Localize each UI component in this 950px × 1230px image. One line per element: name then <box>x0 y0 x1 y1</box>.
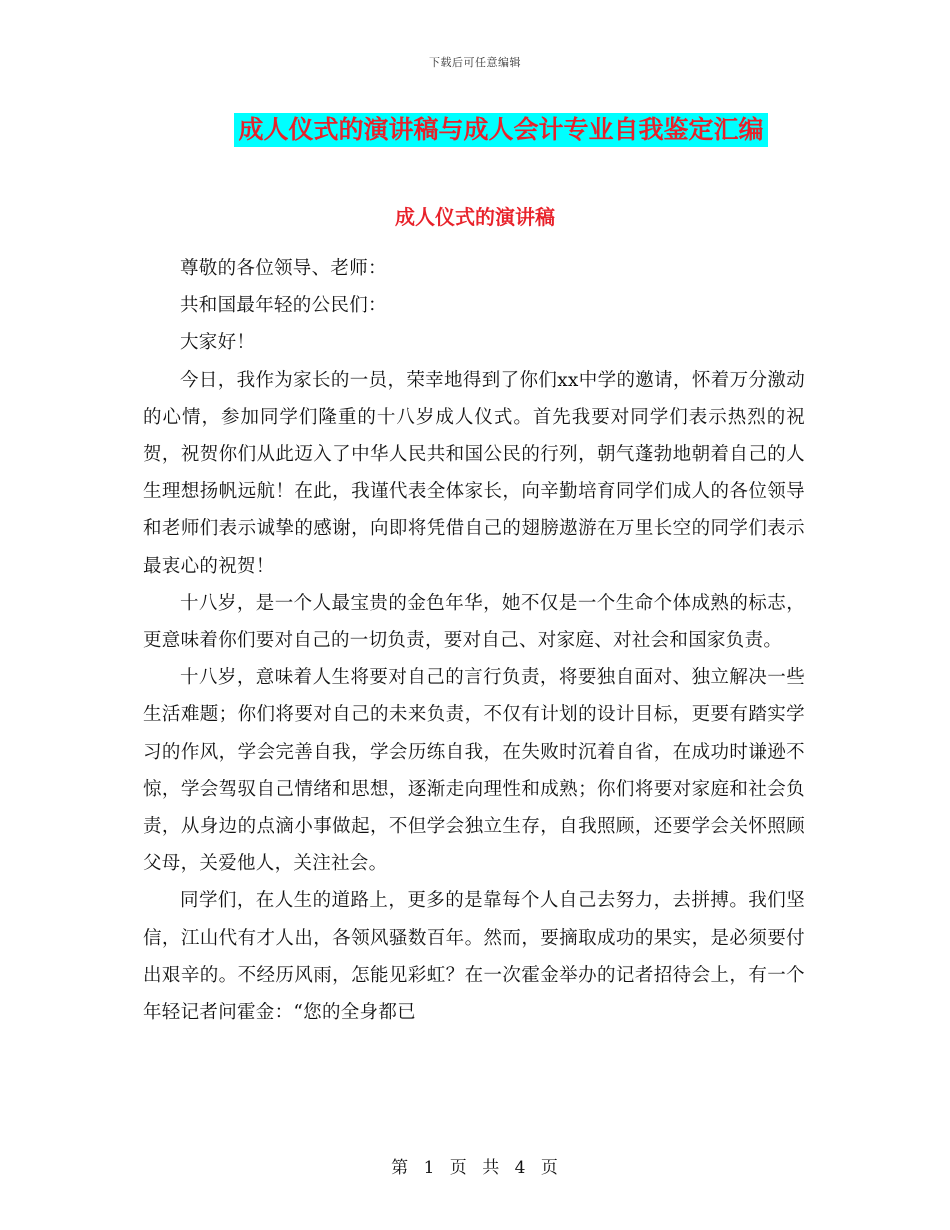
paragraph: 同学们，在人生的道路上，更多的是靠每个人自己去努力，去拼搏。我们坚信，江山代有才人出，各领风骚数百年。然而，要摘取成功的果实，是必须要付出艰辛的。不经历风雨，怎能见彩虹？在一次霍金举办的记者招待会上，有一个年轻记者问霍金：“您的全身都已 <box>143 890 805 1024</box>
header-note: 下载后可任意编辑 <box>429 56 521 69</box>
section-title: 成人仪式的演讲稿 <box>395 205 555 229</box>
paragraph: 十八岁，是一个人最宝贵的金色年华，她不仅是一个生命个体成熟的标志，更意味着你们要对自己的一切负责，要对自己、对家庭、对社会和国家负责。 <box>143 592 805 652</box>
document-title: 成人仪式的演讲稿与成人会计专业自我鉴定汇编 <box>234 113 767 147</box>
paragraph: 尊敬的各位领导、老师： <box>180 258 387 279</box>
paragraph: 共和国最年轻的公民们： <box>180 295 387 317</box>
footer-page-number: 1 <box>423 1158 436 1178</box>
footer-total-word: 共 <box>482 1158 501 1178</box>
document-body <box>143 250 805 1031</box>
footer-total-unit: 页 <box>540 1158 559 1178</box>
document-title-wrap <box>0 113 950 147</box>
paragraph: 十八岁，意味着人生将要对自己的言行负责，将要独自面对、独立解决一些生活难题；你们将要对自己的未来负责，不仅有计划的设计目标，更要有踏实学习的作风，学会完善自我，学会历练自我，在失败时沉着自省，在成功时谦逊不惊，学会驾驭自己情绪和思想，逐渐走向理性和成熟；你们将要对家庭和社会负责，从身边的点滴小事做起，不但学会独立生存，自我照顾，还要学会关怀照顾父母，关爱他人，关注社会。 <box>143 667 805 875</box>
paragraph: 大家好！ <box>180 332 256 354</box>
paragraph: 今日，我作为家长的一员，荣幸地得到了你们xx中学的邀请，怀着万分激动的心情，参加同学们隆重的十八岁成人仪式。首先我要对同学们表示热烈的祝贺，祝贺你们从此迈入了中华人民共和国公民的行列，朝气蓬勃地朝着自己的人生理想扬帆远航！在此，我谨代表全体家长，向辛勤培育同学们成人的各位领导和老师们表示诚挚的感谢，向即将凭借自己的翅膀遨游在万里长空的同学们表示最衷心的祝贺！ <box>143 369 805 577</box>
footer-page-word: 第 <box>391 1158 410 1178</box>
page-footer <box>0 1153 950 1178</box>
footer-page-unit: 页 <box>449 1158 468 1178</box>
footer-total-pages: 4 <box>514 1158 527 1178</box>
